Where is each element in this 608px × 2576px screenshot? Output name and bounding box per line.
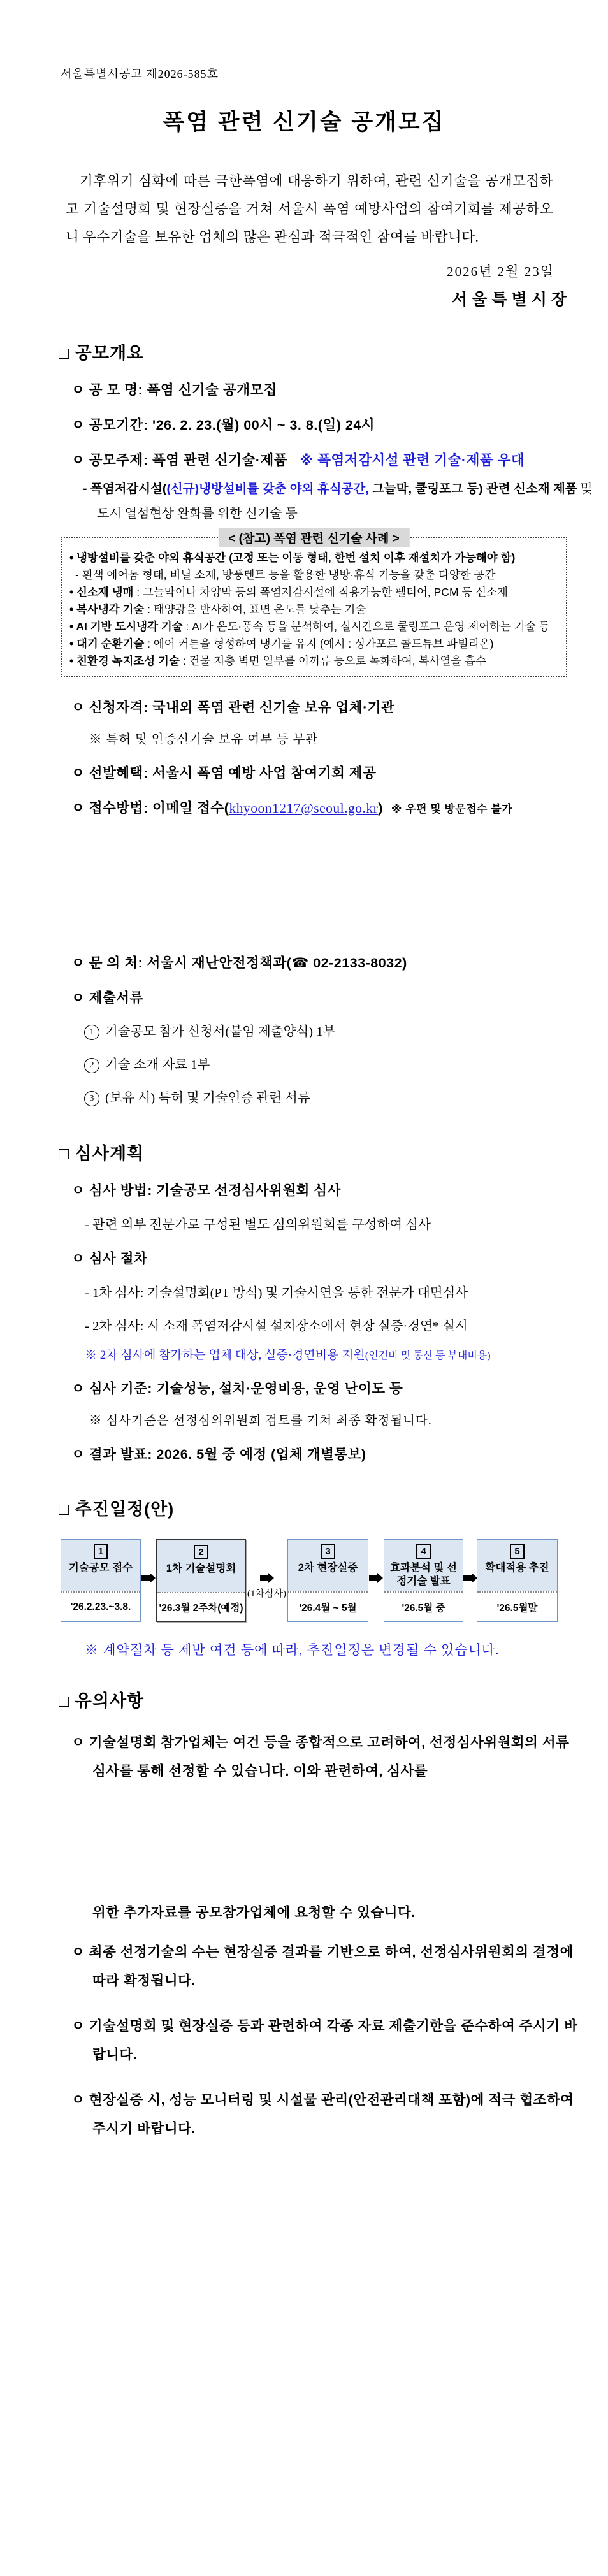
apply-suffix: ) <box>378 800 383 816</box>
flow-step-5 <box>477 1539 558 1622</box>
note-item-4: ㅇ 현장실증 시, 성능 모니터링 및 시설물 관리(안전관리대책 포함)에 적극 협조하여 주시기 바랍니다. <box>71 2092 574 2136</box>
step-number: 3 <box>321 1544 335 1559</box>
contact: ㅇ 문 의 처: 서울시 재난안전정책과(☎ 02-2133-8032) <box>71 955 407 971</box>
step-title: 2차 현장실증 <box>298 1562 358 1574</box>
benefit: ㅇ 선발혜택: 서울시 폭염 예방 사업 참여기회 제공 <box>71 765 377 781</box>
flow-arrow-icon <box>260 1575 268 1581</box>
overview-subject <box>71 449 608 469</box>
review-procedure-heading: ㅇ 심사 절차 <box>71 1251 148 1266</box>
notice-number: 서울특별시공고 제2026-585호 <box>61 68 219 80</box>
example-line: • AI 기반 도시냉각 기술 : AI가 온도·풍속 등을 분석하여, 실시간으로 쿨링포그 운영 제어하는 기술 등 <box>69 620 550 633</box>
subject-detail-tail: 및 <box>577 482 593 496</box>
subject-detail <box>83 479 608 496</box>
example-line: • 신소재 냉매 : 그늘막이나 차양막 등의 폭염저감시설에 적용가능한 펠티어, PCM 등 신소재 <box>69 586 508 598</box>
note-item-3: ㅇ 기술설명회 및 현장실증 등과 관련하여 각종 자료 제출기한을 준수하여 주시기 바랍니다. <box>71 2018 578 2062</box>
step-title: 효과분석 및 선정기술 발표 <box>390 1562 457 1587</box>
qualification: ㅇ 신청자격: 국내외 폭염 관련 신기술 보유 업체·기관 <box>71 700 395 715</box>
apply-note: ※ 우편 및 방문접수 불가 <box>391 803 513 815</box>
example-line: • 냉방설비를 갖춘 야외 휴식공간 (고정 또는 이동 형태, 한번 설치 이후 재설치가 가능해야 함) <box>69 551 516 564</box>
step-number: 5 <box>510 1544 524 1559</box>
step-number: 2 <box>194 1545 208 1559</box>
section-notes-heading: □ 유의사항 <box>59 1691 145 1711</box>
example-line: • 대기 순환기술 : 에어 커튼을 형성하여 냉기를 유지 (예시 : 싱가포르 콜드튜브 파빌리온) <box>69 637 494 650</box>
page-break-spacer <box>0 1786 608 1902</box>
review-result: ㅇ 결과 발표: 2026. 5월 중 예정 (업체 개별통보) <box>71 1447 366 1462</box>
apply-method <box>71 797 608 817</box>
section-review-heading: □ 심사계획 <box>59 1144 145 1163</box>
subject-detail-highlight: (신규)냉방설비를 갖춘 야외 휴식공간, <box>166 482 369 496</box>
step-title: 1차 기술설명회 <box>166 1563 236 1574</box>
flow-step-4 <box>384 1539 463 1622</box>
email-link[interactable]: khyoon1217@seoul.go.kr <box>229 800 379 816</box>
step-date: '26.4월 ~ 5월 <box>288 1591 368 1621</box>
step-title: 확대적용 추진 <box>485 1562 549 1574</box>
review-method: ㅇ 심사 방법: 기술공모 선정심사위원회 심사 <box>71 1183 341 1198</box>
step-number: 1 <box>94 1544 108 1559</box>
overview-subject-note: ※ 폭염저감시설 관련 기술·제품 우대 <box>300 452 525 468</box>
flow-step-1 <box>61 1539 141 1622</box>
review-procedure-1: - 1차 심사: 기술설명회(PT 방식) 및 기술시연을 통한 전문가 대면심사 <box>85 1286 468 1300</box>
document-item: 1 기술공모 참가 신청서(붙임 제출양식) 1부 <box>84 1020 608 1040</box>
subject-detail-line2: 도시 열섬현상 완화를 위한 신기술 등 <box>97 507 298 521</box>
flow-step-2 <box>156 1539 246 1622</box>
section-schedule-heading: □ 추진일정(안) <box>59 1500 175 1519</box>
subject-detail-mid: 그늘막, 쿨링포그 등) 관련 신소재 제품 <box>368 482 577 496</box>
review-procedure-2: - 2차 심사: 시 소재 폭염저감시설 설치장소에서 현장 실증·경연* 실시 <box>85 1319 468 1333</box>
step-date: '26.5월 중 <box>384 1591 463 1621</box>
schedule-note: ※ 계약절차 등 제반 여건 등에 따라, 추진일정은 변경될 수 있습니다. <box>85 1642 500 1658</box>
overview-name: ㅇ 공 모 명: 폭염 신기술 공개모집 <box>71 382 277 398</box>
review-method-sub: - 관련 외부 전문가로 구성된 별도 심의위원회를 구성하여 심사 <box>85 1218 431 1232</box>
circled-number-icon: 1 <box>84 1025 99 1040</box>
flow-step-3 <box>287 1539 368 1622</box>
intro-paragraph: 기후위기 심화에 따른 극한폭염에 대응하기 위하여, 관련 신기술을 공개모집하고 기술설명회 및 현장실증을 거쳐 서울시 폭염 예방사업의 참여기회를 제공하오니 우수기술을 보유한 업체의 많은 관심과 적극적인 참여를 바랍니다. <box>66 173 553 245</box>
review-criteria: ㅇ 심사 기준: 기술성능, 설치·운영비용, 운영 난이도 등 <box>71 1381 403 1396</box>
step-number: 4 <box>416 1544 430 1559</box>
documents-heading: ㅇ 제출서류 <box>71 990 143 1006</box>
example-line: • 복사냉각 기술 : 태양광을 반사하여, 표면 온도를 낮추는 기술 <box>69 603 366 616</box>
overview-subject-text: ㅇ 공모주제: 폭염 관련 신기술·제품 <box>71 452 287 468</box>
section-overview-heading: □ 공모개요 <box>59 344 145 363</box>
arrow-label: (1차심사) <box>247 1589 286 1599</box>
flow-arrow-icon <box>463 1575 472 1581</box>
issue-date: 2026년 2월 23일 <box>447 264 554 279</box>
qualification-note: ※ 특허 및 인증신기술 보유 여부 등 무관 <box>89 733 319 746</box>
subject-detail-prefix: - 폭염저감시설( <box>83 482 167 496</box>
document-item: 2 기술 소개 자료 1부 <box>84 1053 608 1073</box>
note-item-1-continued: 위한 추가자료를 공모참가업체에 요청할 수 있습니다. <box>92 1905 416 1920</box>
step-date: '26.2.23.~3.8. <box>61 1591 140 1621</box>
review-criteria-note: ※ 심사기준은 선정심의위원회 검토를 거쳐 최종 확정됩니다. <box>89 1414 432 1428</box>
review-procedure-note: ※ 2차 심사에 참가하는 업체 대상, 실증·경연비용 지원(인건비 및 통신 등 부대비용) <box>85 1349 491 1362</box>
step-date: '26.5월말 <box>477 1591 557 1621</box>
step-title: 기술공모 접수 <box>68 1562 133 1574</box>
circled-number-icon: 2 <box>84 1058 99 1073</box>
circled-number-icon: 3 <box>84 1091 99 1106</box>
example-box-title: < (참고) 폭염 관련 신기술 사례 > <box>218 528 409 547</box>
flow-arrow-icon <box>369 1575 377 1581</box>
document-title: 폭염 관련 신기술 공개모집 <box>163 110 445 134</box>
apply-prefix: ㅇ 접수방법: 이메일 접수( <box>71 800 229 816</box>
example-box <box>61 532 567 677</box>
example-line: - 흰색 에어돔 형태, 비닐 소재, 방풍텐트 등을 활용한 냉방·휴식 기능을 갖춘 다양한 공간 <box>75 568 496 581</box>
schedule-flowchart <box>61 1539 608 1622</box>
step-date: '26.3월 2주차(예정) <box>157 1592 245 1621</box>
page-break-spacer <box>0 817 608 952</box>
document-item: 3 (보유 시) 특허 및 기술인증 관련 서류 <box>84 1087 608 1106</box>
example-line: • 친환경 녹지조성 기술 : 건물 저층 벽면 일부를 이끼류 등으로 녹화하여, 복사열을 흡수 <box>69 655 486 667</box>
overview-period: ㅇ 공모기간: '26. 2. 23.(월) 00시 ~ 3. 8.(일) 24시 <box>71 417 375 433</box>
issuer: 서울특별시장 <box>452 291 571 308</box>
note-item-2: ㅇ 최종 선정기술의 수는 현장실증 결과를 기반으로 하여, 선정심사위원회의 결정에 따라 확정됩니다. <box>71 1944 574 1988</box>
note-item-1: ㅇ 기술설명회 참가업체는 여건 등을 종합적으로 고려하여, 선정심사위원회의 서류심사를 통해 선정할 수 있습니다. 이와 관련하여, 심사를 <box>71 1735 570 1779</box>
flow-arrow-icon <box>141 1575 150 1581</box>
